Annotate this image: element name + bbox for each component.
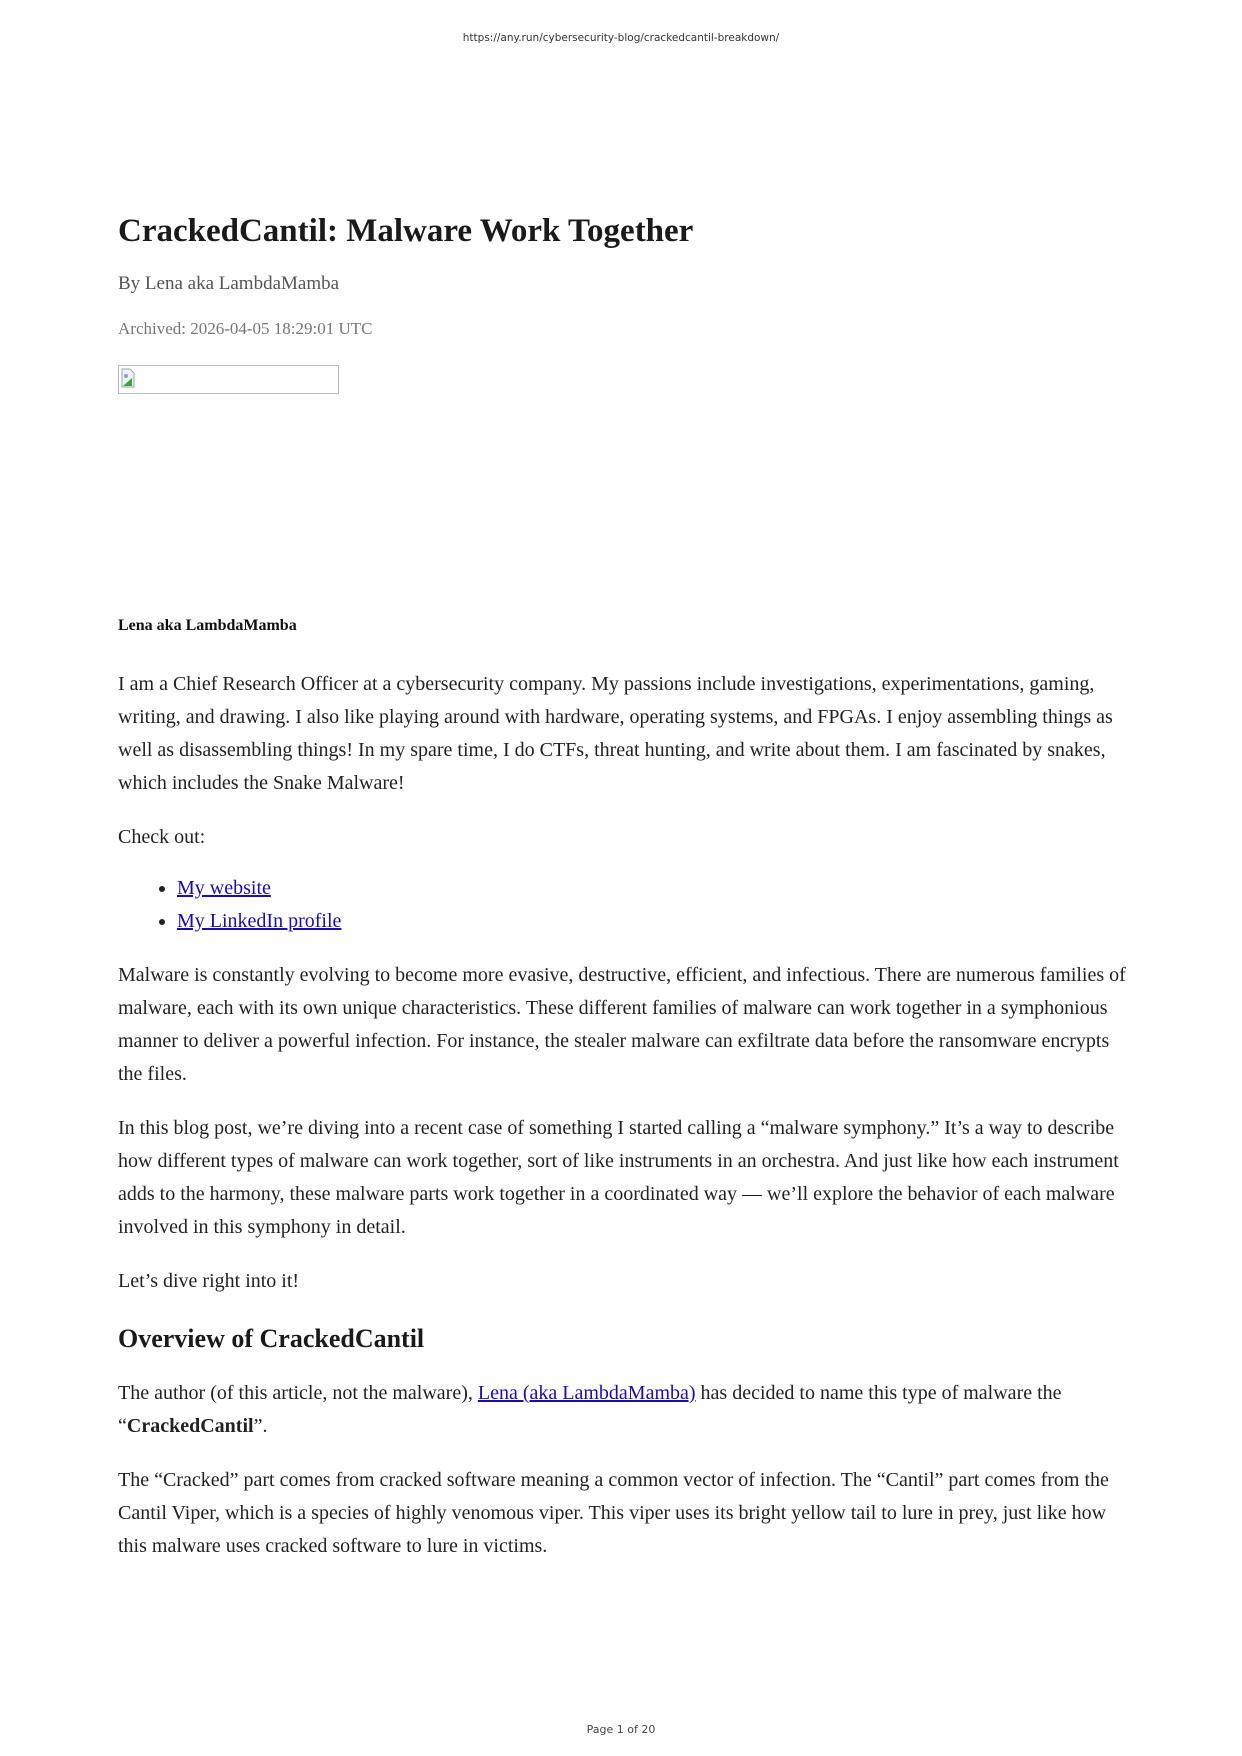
my-website-link[interactable]: My website <box>177 877 271 899</box>
paragraph: In this blog post, we’re diving into a recent case of something I started calling a “malware symphony.” It’s a way to describe how different types of malware can work together, sort of like instruments in an orchestra. And just like how each instrument adds to the harmony, these malware parts work together in a coordinated way — we’ll explore the behavior of each malware involved in this symphony in detail. <box>118 1117 1119 1238</box>
paragraph: The “Cracked” part comes from cracked software meaning a common vector of infection. The “Cantil” part comes from the Cantil Viper, which is a species of highly venomous viper. This viper uses its bright yellow tail to lure in prey, just like how this malware uses cracked software to lure in victims. <box>118 1469 1109 1557</box>
article <box>118 210 1134 1563</box>
article-title: CrackedCantil: Malware Work Together <box>118 213 694 249</box>
author-name: Lena aka LambdaMamba <box>118 617 297 634</box>
link-list <box>118 872 1134 938</box>
linkedin-link[interactable]: My LinkedIn profile <box>177 910 342 932</box>
list-item <box>177 905 1134 938</box>
check-out-label: Check out: <box>118 826 206 848</box>
author-bio: I am a Chief Research Officer at a cybersecurity company. My passions include investigations, experimentations, gaming, writing, and drawing. I also like playing around with hardware, operating systems, and FPGAs. I enjoy assembling things as well as disassembling things! In my spare time, I do CTFs, threat hunting, and write about them. I am fascinated by snakes, which includes the Snake Malware! <box>118 673 1113 794</box>
broken-image <box>118 365 339 394</box>
byline: By Lena aka LambdaMamba <box>118 273 340 294</box>
archived-date: Archived: 2026-04-05 18:29:01 UTC <box>118 319 373 338</box>
broken-image-icon <box>121 368 135 388</box>
paragraph: Let’s dive right into it! <box>118 1270 300 1292</box>
text: The author (of this article, not the malware), <box>118 1382 478 1404</box>
malware-name: CrackedCantil <box>126 1415 254 1437</box>
list-item <box>177 872 1134 905</box>
paragraph <box>118 1377 1134 1443</box>
text: ”. <box>253 1415 268 1437</box>
text: has decided to name this type of malware the “ <box>118 1382 1062 1437</box>
author-link[interactable]: Lena (aka LambdaMamba) <box>477 1382 696 1404</box>
page-number: Page 1 of 20 <box>586 1723 656 1736</box>
paragraph: Malware is constantly evolving to become more evasive, destructive, efficient, and infectious. There are numerous families of malware, each with its own unique characteristics. These different families of malware can work together in a symphonious manner to deliver a powerful infection. For instance, the stealer malware can exfiltrate data before the ransomware encrypts the files. <box>118 964 1126 1085</box>
section-heading: Overview of CrackedCantil <box>118 1324 425 1353</box>
page-url: https://any.run/cybersecurity-blog/crackedcantil-breakdown/ <box>462 32 780 44</box>
